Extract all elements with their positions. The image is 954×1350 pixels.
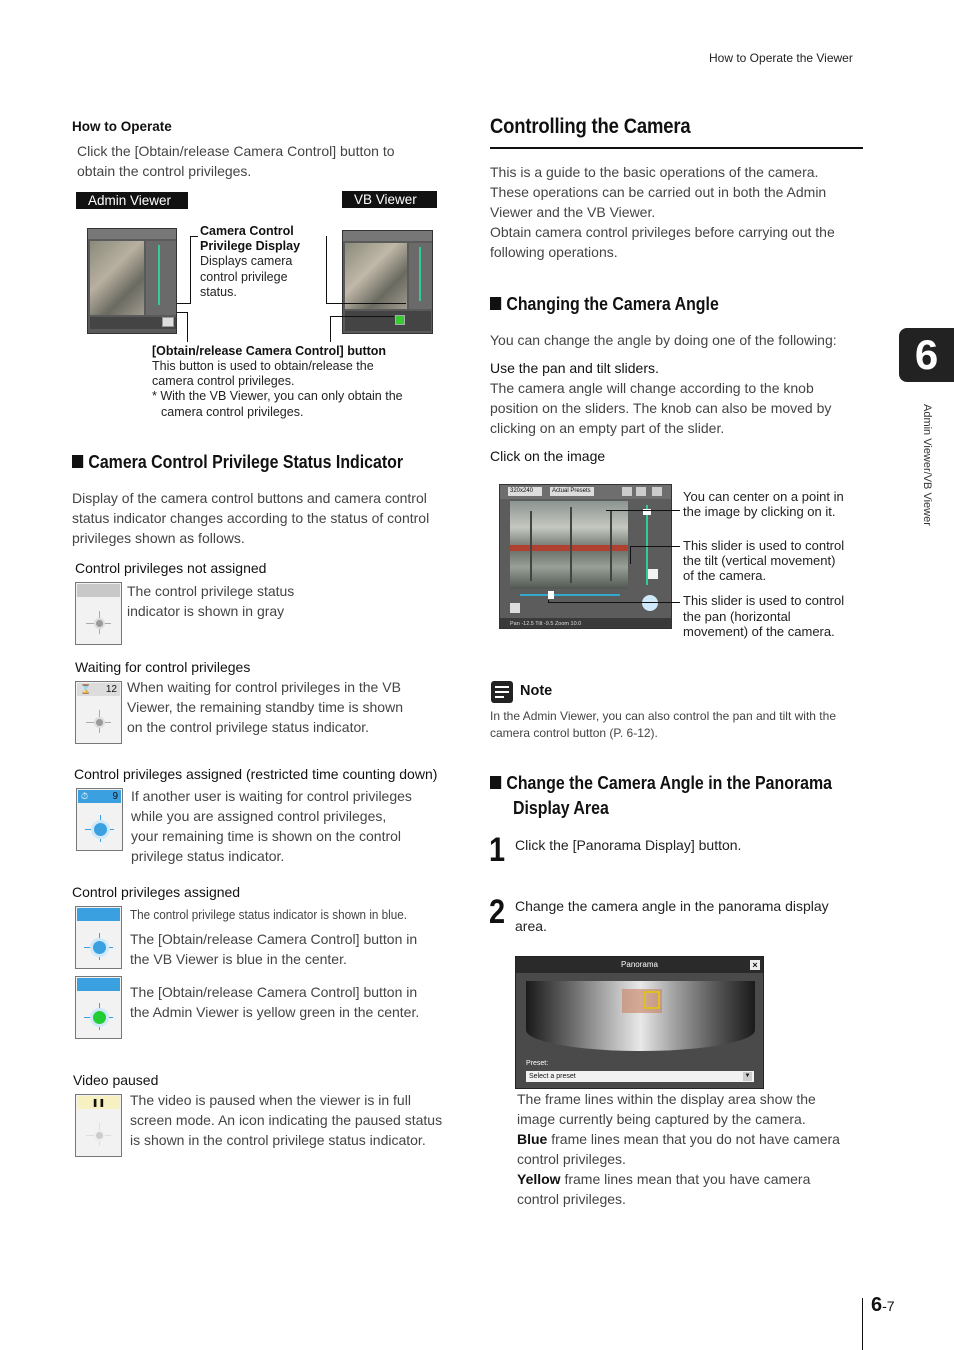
- changing-angle-heading: Changing the Camera Angle: [490, 293, 719, 315]
- paused-text-3: is shown in the control privilege status indicator.: [130, 1132, 426, 1148]
- callout-privilege-display-title-2: Privilege Display: [200, 239, 301, 253]
- callout-privilege-display-text-3: status.: [200, 285, 237, 299]
- admin-viewer-tag: Admin Viewer: [76, 192, 188, 209]
- label-paused: Video paused: [73, 1072, 159, 1088]
- image-size-select[interactable]: 320x240: [508, 487, 542, 496]
- restricted-text-4: privilege status indicator.: [131, 848, 285, 864]
- note-title: Note: [520, 683, 553, 699]
- panorama-window: [515, 956, 764, 1089]
- preset-dropdown[interactable]: [526, 1071, 754, 1082]
- panorama-heading-1: Change the Camera Angle in the Panorama: [490, 772, 832, 794]
- admin-control-button-icon: [162, 317, 174, 327]
- preset-label: Preset:: [526, 1060, 549, 1067]
- angle-p2: position on the sliders. The knob can also be moved by: [490, 400, 832, 416]
- note-text-1: In the Admin Viewer, you can also control the pan and tilt with the: [490, 709, 836, 723]
- callout-pan-1: This slider is used to control: [683, 593, 845, 608]
- callout-center-2: the image by clicking on it.: [683, 504, 836, 519]
- timer-icon: ⏱: [81, 791, 89, 801]
- waiting-text-3: on the control privilege status indicator.: [127, 719, 370, 735]
- intro-4: Obtain camera control privileges before carrying out the: [490, 224, 835, 240]
- angle-p1: The camera angle will change according to the knob: [490, 380, 814, 396]
- ptz-status-text: Pan -12.5 Tilt -9.5 Zoom 10.0: [510, 621, 582, 627]
- callout-control-button-text-2: camera control privileges.: [152, 374, 295, 388]
- assigned-vb-text-1: The [Obtain/release Camera Control] button in: [130, 931, 418, 947]
- status-intro-3: privileges shown as follows.: [72, 530, 245, 546]
- waiting-text-1: When waiting for control privileges in the VB: [127, 679, 401, 695]
- angle-p3: clicking on an empty part of the slider.: [490, 420, 725, 436]
- label-restricted: Control privileges assigned (restricted time counting down): [74, 766, 438, 782]
- chapter-number: 6: [914, 331, 939, 378]
- title-rule: [490, 147, 863, 149]
- page-number: 6-7: [871, 1294, 895, 1316]
- callout-privilege-display-text-1: Displays camera: [200, 254, 293, 268]
- indicator-paused: [75, 1094, 122, 1157]
- indicator-assigned-vb: [75, 906, 122, 969]
- step-2-text-2: area.: [515, 918, 547, 934]
- indicator-assigned-admin: [75, 976, 122, 1039]
- callout-tilt-2: the tilt (vertical movement): [683, 553, 836, 568]
- pan-slider-knob[interactable]: [548, 591, 554, 599]
- callout-tilt-3: of the camera.: [683, 568, 767, 583]
- assigned-admin-text-2: the Admin Viewer is yellow green in the center.: [130, 1004, 420, 1020]
- angle-text: You can change the angle by doing one of the following:: [490, 332, 837, 348]
- callout-control-button-text-1: This button is used to obtain/release the: [152, 359, 374, 373]
- how-to-operate-text-2: obtain the control privileges.: [77, 163, 252, 179]
- vb-control-button-icon: [395, 315, 405, 325]
- chapter-tab: [899, 328, 954, 382]
- restricted-text-1: If another user is waiting for control privileges: [131, 788, 412, 804]
- hourglass-icon: ⌛: [80, 684, 92, 694]
- callout-privilege-display-text-2: control privilege: [200, 270, 288, 284]
- indicator-not-assigned: [75, 582, 122, 645]
- close-icon[interactable]: ×: [750, 960, 760, 970]
- camera-frame-indicator[interactable]: [644, 991, 660, 1009]
- callout-tilt-1: This slider is used to control: [683, 538, 845, 553]
- indicator-restricted: [76, 788, 123, 851]
- paused-text-1: The video is paused when the viewer is in full: [130, 1092, 411, 1108]
- vb-viewer-tag: VB Viewer: [342, 191, 437, 208]
- how-to-operate-title: How to Operate: [72, 119, 172, 134]
- vb-viewer-screenshot: [342, 230, 433, 334]
- pause-icon: ❚❚: [77, 1096, 120, 1109]
- not-assigned-text-1: The control privilege status: [127, 583, 295, 599]
- note-icon: [491, 681, 513, 703]
- callout-center-1: You can center on a point in: [683, 489, 844, 504]
- callout-control-button-title: [Obtain/release Camera Control] button: [152, 344, 387, 358]
- not-assigned-text-2: indicator is shown in gray: [127, 603, 285, 619]
- status-intro-1: Display of the camera control buttons and camera control: [72, 490, 427, 506]
- snapshot-button-icon[interactable]: [510, 603, 520, 613]
- preset-dropdown-value: Select a preset: [529, 1073, 576, 1080]
- panorama-heading-2: Display Area: [513, 797, 609, 818]
- waiting-count: 12: [77, 683, 120, 696]
- panorama-text-5: Yellow frame lines mean that you have camera: [517, 1171, 811, 1187]
- paused-text-2: screen mode. An icon indicating the paused status: [130, 1112, 443, 1128]
- assigned-vb-text-2: the VB Viewer is blue in the center.: [130, 951, 347, 967]
- label-waiting: Waiting for control privileges: [75, 659, 251, 675]
- callout-control-button-text-3: * With the VB Viewer, you can only obtain the: [152, 389, 403, 403]
- sub-pan-tilt: Use the pan and tilt sliders.: [490, 360, 659, 376]
- camera-video-area[interactable]: [510, 501, 628, 589]
- gray-status-dot-icon: [94, 618, 105, 629]
- blue-status-dot-icon: [91, 820, 110, 839]
- green-status-dot-icon: [90, 1008, 109, 1027]
- intro-2: These operations can be carried out in both the Admin: [490, 184, 827, 200]
- toolbar-button-icon[interactable]: [622, 487, 632, 496]
- step-1-text: Click the [Panorama Display] button.: [515, 837, 742, 853]
- toolbar-button-icon[interactable]: [652, 487, 662, 496]
- toolbar-button-icon[interactable]: [636, 487, 646, 496]
- chevron-down-icon[interactable]: ▼: [744, 1073, 751, 1079]
- running-header: How to Operate the Viewer: [709, 51, 853, 65]
- assigned-text-0: The control privilege status indicator is shown in blue.: [130, 907, 408, 922]
- panorama-text-1: The frame lines within the display area show the: [517, 1091, 816, 1107]
- status-indicator-heading: Camera Control Privilege Status Indicator: [72, 451, 403, 473]
- callout-pan-2: the pan (horizontal: [683, 609, 791, 624]
- callout-pan-3: movement) of the camera.: [683, 624, 835, 639]
- assigned-admin-text-1: The [Obtain/release Camera Control] button in: [130, 984, 418, 1000]
- step-2-text-1: Change the camera angle in the panorama display: [515, 898, 829, 914]
- page-title: Controlling the Camera: [490, 115, 691, 138]
- blue-status-dot-icon: [90, 938, 109, 957]
- intro-3: Viewer and the VB Viewer.: [490, 204, 656, 220]
- pan-slider[interactable]: [520, 594, 620, 596]
- footer-rule: [862, 1298, 863, 1350]
- waiting-text-2: Viewer, the remaining standby time is shown: [127, 699, 403, 715]
- intro-1: This is a guide to the basic operations of the camera.: [490, 164, 819, 180]
- gray-status-dot-icon: [94, 717, 105, 728]
- label-not-assigned: Control privileges not assigned: [75, 560, 267, 576]
- callout-privilege-display-title-1: Camera Control: [200, 224, 294, 238]
- how-to-operate-text-1: Click the [Obtain/release Camera Control] button to: [77, 143, 395, 159]
- sub-click-image: Click on the image: [490, 448, 606, 464]
- restricted-count: 9: [78, 790, 121, 803]
- panorama-text-6: control privileges.: [517, 1191, 626, 1207]
- step-2-number: 2: [489, 893, 506, 931]
- chapter-title-vertical: Admin Viewer/VB Viewer: [921, 404, 933, 526]
- panorama-window-title: Panorama: [516, 957, 763, 973]
- panorama-text-4: control privileges.: [517, 1151, 626, 1167]
- intro-5: following operations.: [490, 244, 618, 260]
- control-button-icon[interactable]: [642, 595, 658, 611]
- restricted-text-3: your remaining time is shown on the control: [131, 828, 402, 844]
- restricted-text-2: while you are assigned control privileges,: [131, 808, 387, 824]
- step-1-number: 1: [489, 831, 506, 869]
- camera-viewer-screenshot: [499, 484, 672, 629]
- privilege-status-icon: [648, 569, 658, 579]
- admin-viewer-screenshot: [87, 228, 177, 334]
- faded-status-dot-icon: [94, 1130, 105, 1141]
- panorama-text-2: image currently being captured by the camera.: [517, 1111, 806, 1127]
- status-intro-2: status indicator changes according to the status of control: [72, 510, 430, 526]
- label-assigned: Control privileges assigned: [72, 884, 241, 900]
- callout-control-button-text-4: camera control privileges.: [161, 405, 304, 419]
- note-text-2: camera control button (P. 6-12).: [490, 726, 658, 740]
- panorama-text-3: Blue frame lines mean that you do not have camera: [517, 1131, 840, 1147]
- preset-select[interactable]: Actual Presets: [550, 487, 594, 496]
- indicator-waiting: [75, 681, 122, 744]
- panorama-display-area[interactable]: [526, 981, 755, 1051]
